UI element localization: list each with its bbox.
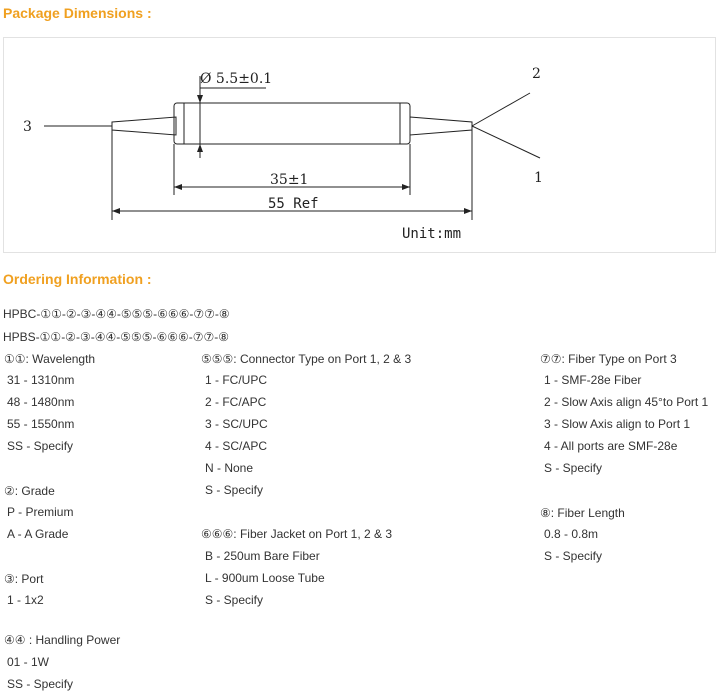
list-item: B - 250um Bare Fiber (205, 549, 320, 563)
list-item: S - Specify (205, 483, 264, 497)
list-item: L - 900um Loose Tube (205, 571, 325, 585)
list-item: 2 - FC/APC (205, 395, 267, 409)
port-2-label: 2 (532, 66, 541, 82)
package-dimensions-heading: Package Dimensions : (3, 5, 152, 21)
port-2-fiber (472, 93, 530, 126)
port-1-label: 1 (534, 170, 543, 186)
wavelength-title: ①①: Wavelength (4, 352, 96, 366)
list-item: 01 - 1W (7, 655, 50, 669)
list-item: 2 - Slow Axis align 45°to Port 1 (544, 395, 709, 409)
list-item: A - A Grade (7, 527, 69, 541)
left-boot (112, 117, 176, 135)
list-item: 31 - 1310nm (7, 373, 75, 387)
right-boot (410, 117, 472, 135)
list-item: 55 - 1550nm (7, 417, 75, 431)
package-dimension-diagram (4, 38, 715, 252)
list-item: 3 - Slow Axis align to Port 1 (544, 417, 691, 431)
diameter-label: Ø 5.5±0.1 (200, 71, 273, 87)
body-length-label: 35±1 (270, 172, 309, 188)
list-item: S - Specify (544, 549, 603, 563)
port-title: ③: Port (4, 572, 44, 586)
list-item: N - None (205, 461, 254, 475)
list-item: 1 - 1x2 (7, 593, 44, 607)
list-item: P - Premium (7, 505, 74, 519)
list-item: 3 - SC/UPC (205, 417, 268, 431)
fiber-jacket-title: ⑥⑥⑥: Fiber Jacket on Port 1, 2 & 3 (201, 527, 393, 541)
list-item: 1 - FC/UPC (205, 373, 268, 387)
connector-type-title: ⑤⑤⑤: Connector Type on Port 1, 2 & 3 (201, 352, 412, 366)
list-item: S - Specify (205, 593, 264, 607)
list-item: 4 - SC/APC (205, 439, 268, 453)
port-3-label: 3 (23, 119, 32, 135)
ordering-information-heading: Ordering Information : (3, 271, 152, 287)
list-item: S - Specify (544, 461, 603, 475)
fiber-length-title: ⑧: Fiber Length (540, 506, 625, 520)
grade-title: ②: Grade (4, 484, 55, 498)
handling-power-title: ④④ : Handling Power (4, 633, 121, 647)
list-item: 4 - All ports are SMF-28e (544, 439, 678, 453)
package-drawing (3, 37, 716, 253)
list-item: SS - Specify (7, 677, 74, 691)
hpbc-part-code: HPBC-①①-②-③-④④-⑤⑤⑤-⑥⑥⑥-⑦⑦-⑧ (3, 307, 230, 321)
list-item: 1 - SMF-28e Fiber (544, 373, 642, 387)
hpbs-part-code: HPBS-①①-②-③-④④-⑤⑤⑤-⑥⑥⑥-⑦⑦-⑧ (3, 330, 230, 344)
port-1-fiber (472, 126, 540, 158)
fiber-type-title: ⑦⑦: Fiber Type on Port 3 (540, 352, 677, 366)
unit-label: Unit:mm (402, 226, 462, 242)
device-body (174, 103, 410, 144)
list-item: 48 - 1480nm (7, 395, 75, 409)
list-item: 0.8 - 0.8m (544, 527, 599, 541)
total-length-label: 55 Ref (268, 196, 319, 212)
list-item: SS - Specify (7, 439, 74, 453)
